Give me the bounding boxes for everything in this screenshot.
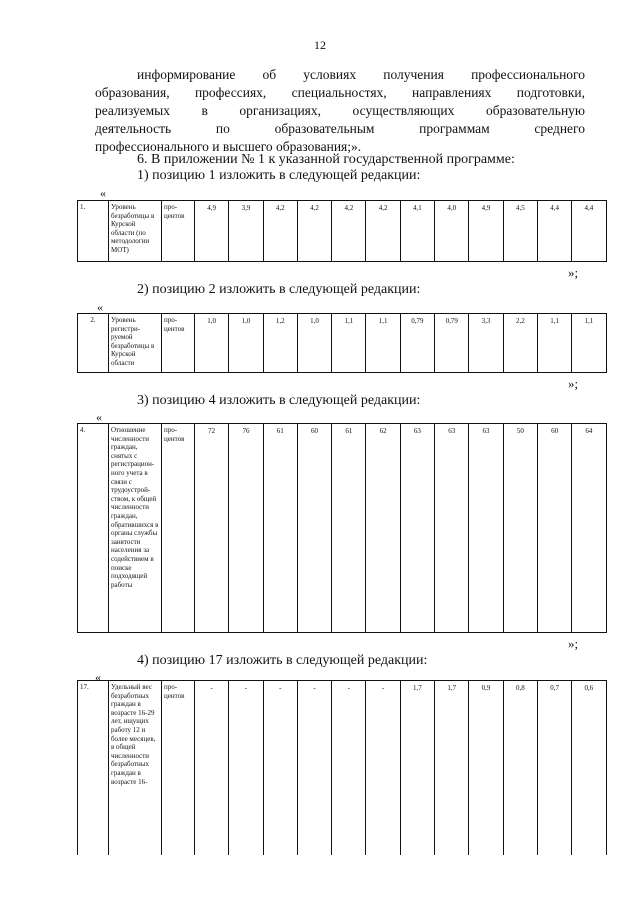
table-row [78, 424, 607, 633]
value-cell: 60 [537, 424, 571, 633]
value-cell: 4,0 [435, 201, 469, 262]
indicator-name: Удельный вес безработных граждан в возрасте 16-29 лет, ищущих работу 12 и более месяцев, в общей численности безработных граждан в возрасте 16- [109, 681, 162, 856]
close-quote: »; [568, 265, 579, 280]
intro-line: образования, профессиях, специальностях, направлениях подготовки, [95, 85, 585, 100]
position-2-heading: 2) позицию 2 изложить в следующей редакции: [137, 282, 421, 297]
value-cell: 1,1 [366, 314, 400, 373]
intro-line: информирование об условиях получения профессионального [137, 67, 585, 82]
position-17-heading: 4) позицию 17 изложить в следующей редакции: [137, 653, 428, 668]
position-2-table [77, 313, 607, 373]
intro-paragraph [95, 66, 585, 156]
position-1-table [77, 200, 607, 262]
value-cell: 72 [195, 424, 229, 633]
intro-line: деятельность по образовательным программам среднего [95, 121, 585, 136]
value-cell: 4,9 [195, 201, 229, 262]
value-cell: 1,7 [435, 681, 469, 856]
unit: про-центов [162, 314, 195, 373]
page-number: 12 [314, 38, 326, 52]
position-4-heading: 3) позицию 4 изложить в следующей редакции: [137, 393, 421, 408]
value-cell: 4,4 [537, 201, 571, 262]
value-cell: 76 [229, 424, 263, 633]
indicator-name: Уровень регистри-руемой безработицы в Курской области [109, 314, 162, 373]
value-cell: 4,1 [400, 201, 434, 262]
value-cell: 50 [503, 424, 537, 633]
unit: про-центов [162, 201, 195, 262]
value-cell: 1,7 [400, 681, 434, 856]
row-number: 4. [78, 424, 109, 633]
value-cell: 63 [469, 424, 503, 633]
value-cell: 1,2 [263, 314, 297, 373]
value-cell: - [332, 681, 366, 856]
value-cell: 1,0 [195, 314, 229, 373]
value-cell: 0,79 [435, 314, 469, 373]
open-quote: « [96, 410, 102, 424]
position-4-table [77, 423, 607, 633]
table-row [78, 201, 607, 262]
value-cell: 4,4 [572, 201, 606, 262]
open-quote: « [97, 300, 103, 314]
value-cell: 0,9 [469, 681, 503, 856]
value-cell: - [195, 681, 229, 856]
close-quote: »; [568, 636, 579, 651]
intro-line: профессионального и высшего образования;». [95, 139, 362, 154]
value-cell: 3,3 [469, 314, 503, 373]
position-17-table-wrap [77, 680, 607, 855]
value-cell: 63 [435, 424, 469, 633]
row-number: 2. [78, 314, 109, 373]
close-quote: »; [568, 376, 579, 391]
open-quote: « [95, 670, 101, 684]
value-cell: 63 [400, 424, 434, 633]
indicator-name: Отношение численности граждан, снятых с регистрацион-ного учета в связи с трудоустрой-ством, к общей численности граждан, обратившихся в органы службы занятости населения за содействием в поиске подходящей работы [109, 424, 162, 633]
unit: про-центов [162, 424, 195, 633]
indicator-name: Уровень безработицы в Курской области (по методологии МОТ) [109, 201, 162, 262]
table-row [78, 681, 607, 856]
value-cell: 4,2 [263, 201, 297, 262]
position-17-table [77, 680, 607, 855]
value-cell: - [263, 681, 297, 856]
intro-line: реализуемых в организациях, осуществляющих образовательную [95, 103, 585, 118]
value-cell: 0,79 [400, 314, 434, 373]
value-cell: 0,7 [537, 681, 571, 856]
value-cell: 64 [572, 424, 606, 633]
value-cell: 1,1 [572, 314, 606, 373]
open-quote: « [100, 186, 106, 200]
value-cell: 4,2 [366, 201, 400, 262]
unit: про-центов [162, 681, 195, 856]
value-cell: 1,0 [297, 314, 331, 373]
value-cell: 2,2 [503, 314, 537, 373]
value-cell: 1,1 [332, 314, 366, 373]
row-number: 17. [78, 681, 109, 856]
value-cell: 3,9 [229, 201, 263, 262]
value-cell: - [297, 681, 331, 856]
value-cell: 61 [332, 424, 366, 633]
value-cell: 4,2 [332, 201, 366, 262]
value-cell: 0,8 [503, 681, 537, 856]
value-cell: - [366, 681, 400, 856]
value-cell: 60 [297, 424, 331, 633]
value-cell: 61 [263, 424, 297, 633]
value-cell: 4,9 [469, 201, 503, 262]
value-cell: 62 [366, 424, 400, 633]
value-cell: 4,5 [503, 201, 537, 262]
value-cell: 4,2 [297, 201, 331, 262]
table-row [78, 314, 607, 373]
item-6-heading: 6. В приложении № 1 к указанной государственной программе: [137, 152, 515, 167]
value-cell: - [229, 681, 263, 856]
position-1-heading: 1) позицию 1 изложить в следующей редакции: [137, 168, 421, 183]
row-number: 1. [78, 201, 109, 262]
value-cell: 0,6 [572, 681, 606, 856]
value-cell: 1,1 [537, 314, 571, 373]
value-cell: 1,0 [229, 314, 263, 373]
